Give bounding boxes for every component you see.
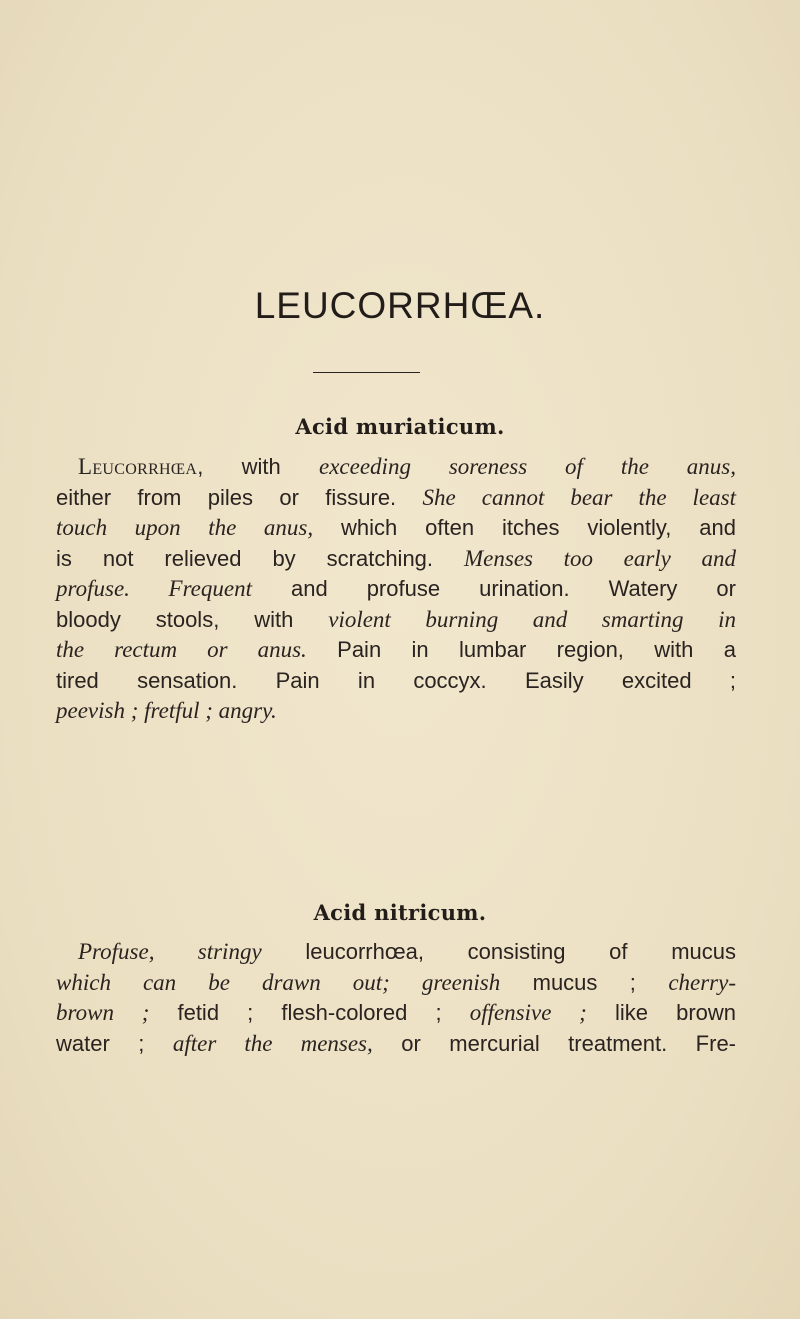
italic-text: Menses too early and [464,545,736,571]
italic-text: profuse. Frequent [56,576,252,601]
body-text: fetid ; flesh-colored ; [149,1000,470,1025]
italic-text: violent burning and smarting in [328,606,736,632]
italic-text: cherry- [668,969,736,995]
body-text: and profuse urination. Watery or [252,576,736,601]
italic-text: peevish ; fretful ; angry. [56,698,277,723]
paragraph-muriaticum [56,452,736,727]
text-line [56,696,736,727]
text-line [56,605,736,636]
body-text: or mercurial treatment. Fre- [372,1030,737,1056]
body-text: which often itches violently, and [313,515,736,540]
body-text: , with [197,454,320,479]
remedy-heading-nitricum: Acid nitricum. [313,900,487,925]
italic-text: brown ; [56,1000,150,1025]
text-line [56,483,736,514]
italic-text: She cannot bear the least [422,484,737,510]
body-text: leucorrhœa, consisting of mucus [261,939,736,964]
italic-text: touch upon the anus, [56,515,314,540]
italic-text: the rectum or anus. [56,637,307,662]
text-line [56,1029,736,1060]
text-line [56,666,736,697]
italic-text: after the menses, [172,1030,373,1056]
italic-text: Profuse, stringy [78,939,262,964]
text-line [56,635,736,666]
text-line [56,544,736,575]
text-line [56,574,736,605]
body-text: tired sensation. Pain in coccyx. Easily excited ; [56,667,736,693]
text-line [56,513,736,544]
text-line [56,968,736,999]
small-caps-text: Leucorrhœa [78,454,198,479]
italic-text: offensive ; [469,1000,587,1025]
body-text: like brown [586,1000,736,1025]
text-line [56,452,736,483]
page-title: LEUCORRHŒA. [254,285,546,326]
body-text: bloody stools, with [56,606,329,632]
italic-text: which can be drawn out; greenish [56,969,501,995]
body-text: is not relieved by scratching. [56,545,465,571]
body-text: mucus ; [500,969,669,995]
text-line [56,937,736,968]
body-text: water ; [56,1030,173,1056]
text-line [56,998,736,1029]
paragraph-nitricum [56,937,736,1059]
body-text: Pain in lumbar region, with a [306,637,737,662]
title-rule [313,372,420,373]
remedy-heading-muriaticum: Acid muriaticum. [295,414,505,439]
body-text: either from piles or fissure. [56,484,423,510]
italic-text: exceeding soreness of the anus, [319,454,736,479]
